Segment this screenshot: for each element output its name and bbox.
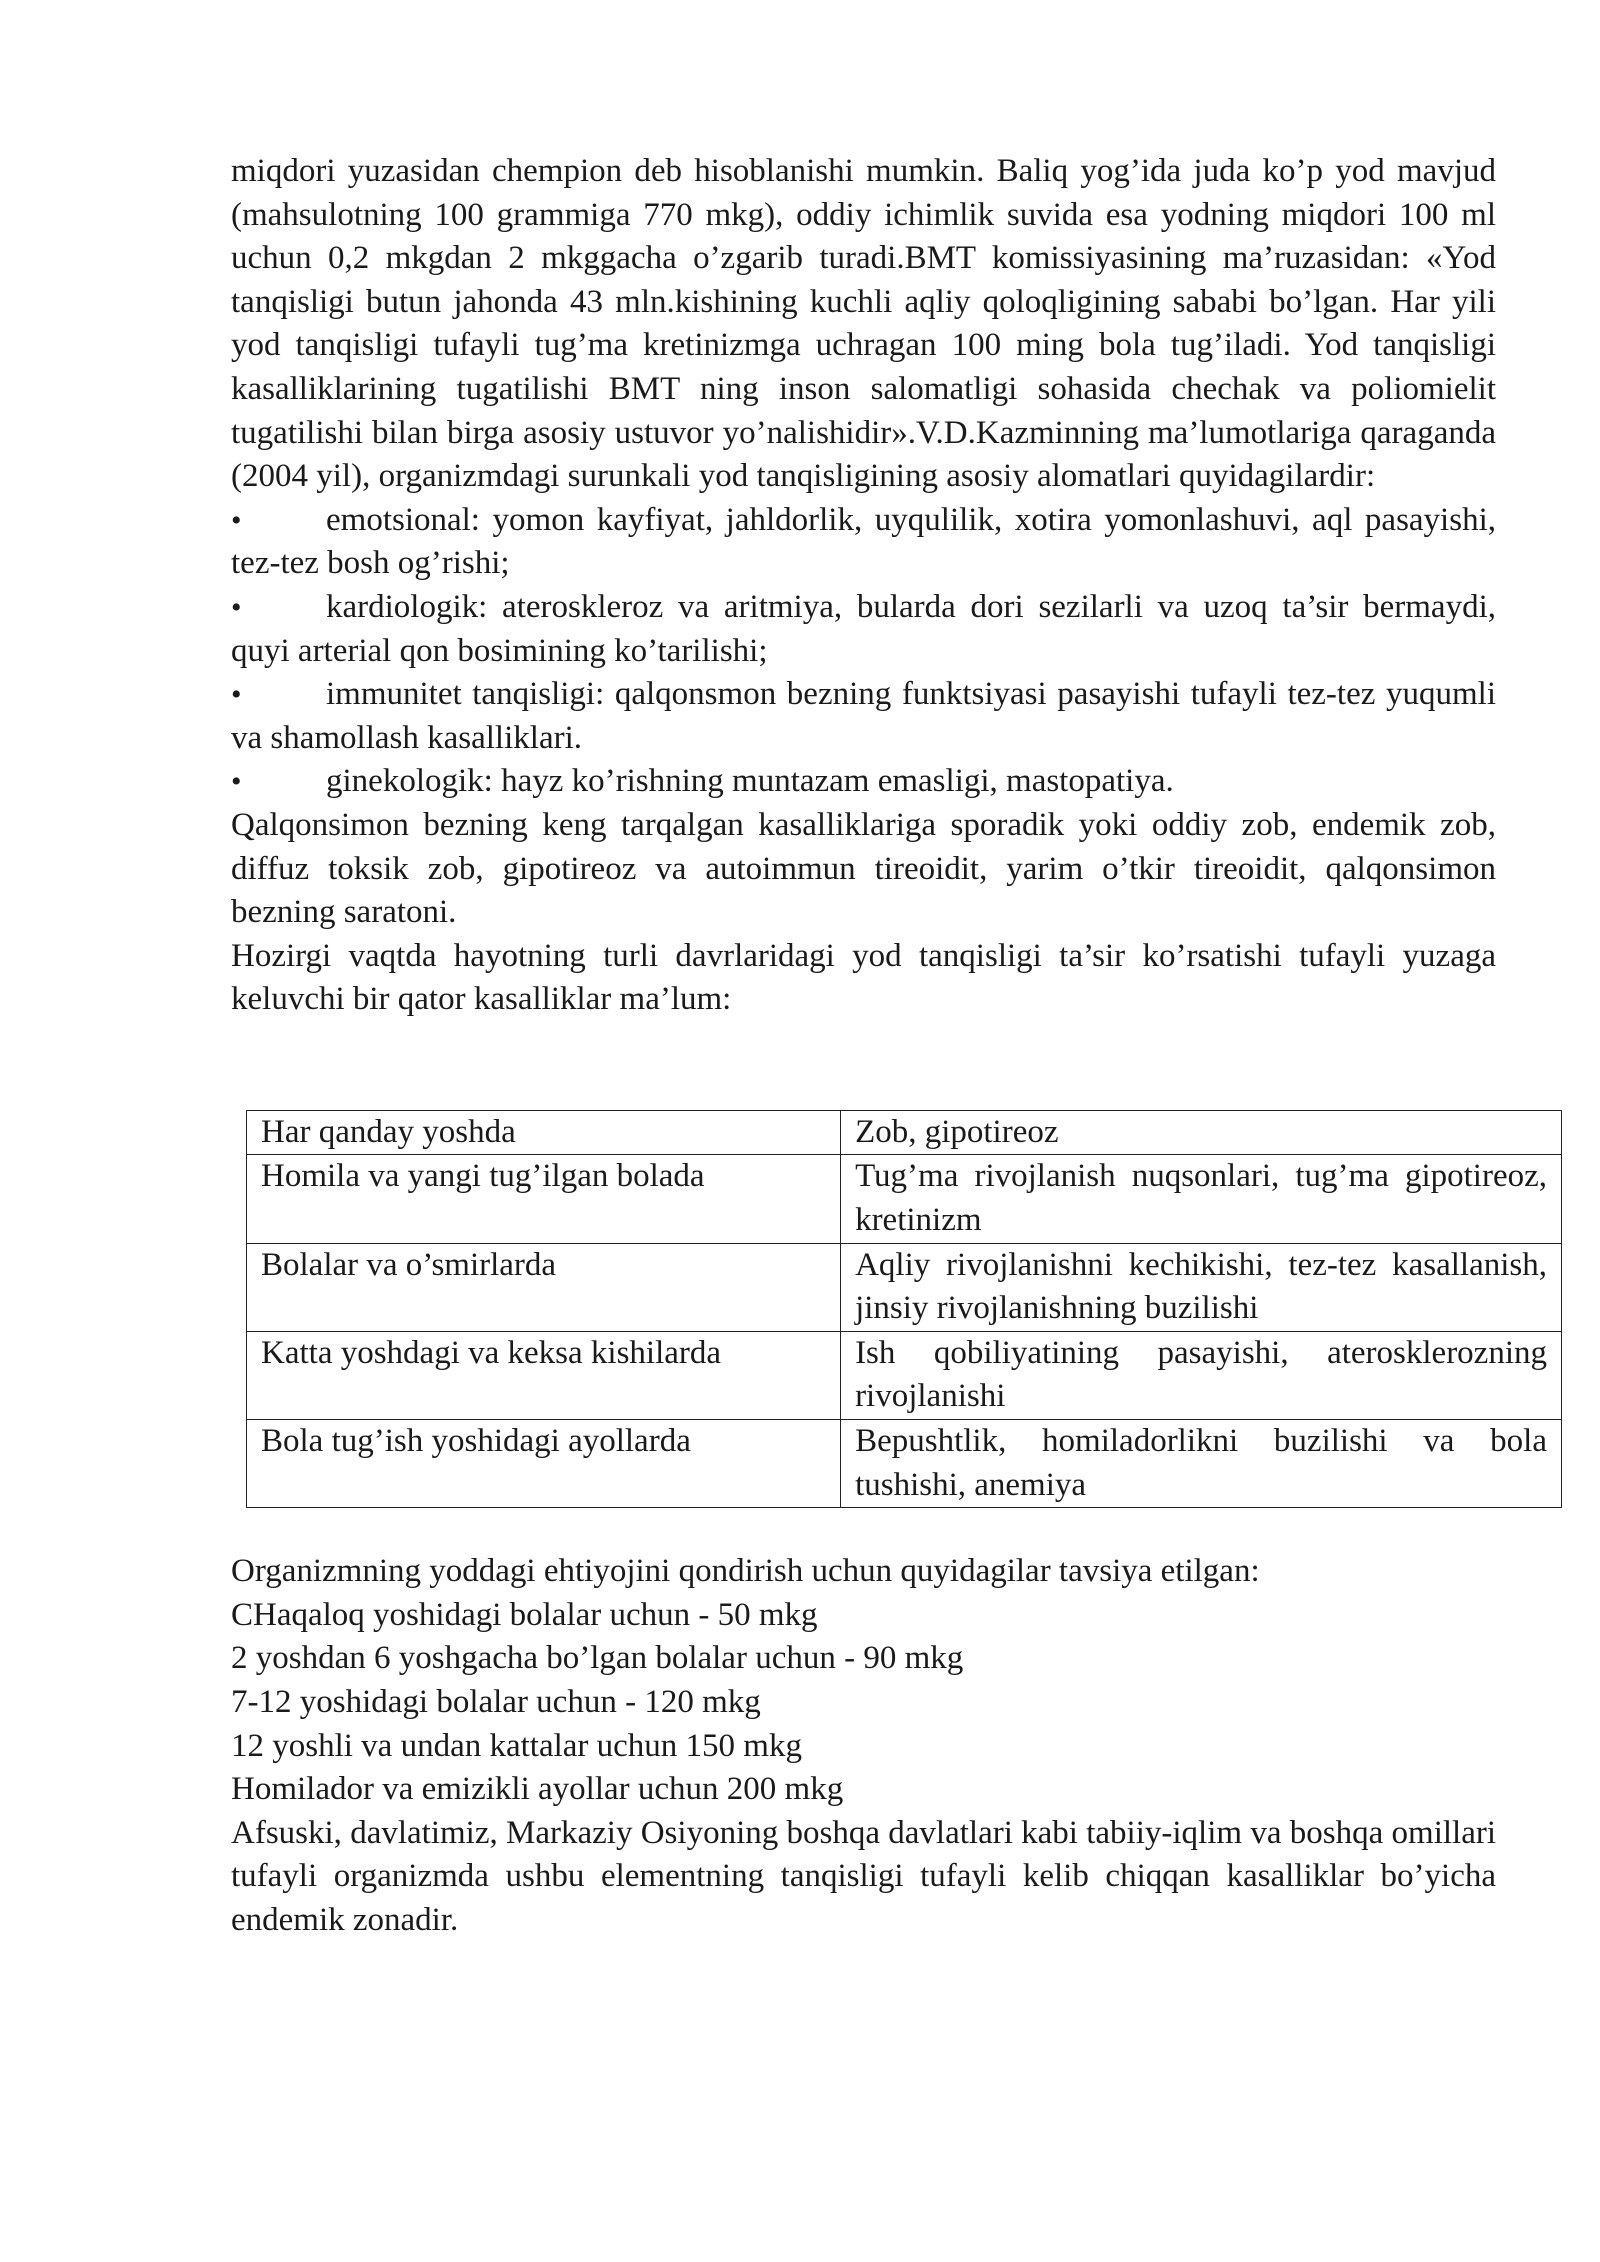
table-cell-age: Har qanday yoshda <box>247 1110 841 1155</box>
intro-paragraph: miqdori yuzasidan chempion deb hisoblanishi mumkin. Baliq yog’ida juda ko’p yod mavjud (mahsulotning 100 grammiga 770 mkg), oddiy ichimlik suvida esa yodning miqdori 100 ml uchun 0,2 mkgdan 2 mkggacha o’zgarib turadi.BMT komissiyasining ma’ruzasidan: «Yod tanqisligi butun jahonda 43 mln.kishining kuchli aqliy qoloqligining sababi bo’lgan. Har yili yod tanqisligi tufayli tug’ma kretinizmga uchragan 100 ming bola tug’iladi. Yod tanqisligi kasalliklarining tugatilishi BMT ning inson salomatligi sohasida chechak va poliomielit tugatilishi bilan birga asosiy ustuvor yo’nalishidir».V.D.Kazminning ma’lumotlariga qaraganda (2004 yil), organizmdagi surunkali yod tanqisligining asosiy alomatlari quyidagilardir: <box>231 153 1496 495</box>
bullet-marker: • <box>231 765 242 799</box>
recommendation-item: 7-12 yoshidagi bolalar uchun - 120 mkg <box>231 1684 761 1720</box>
recommendation-item: CHaqaloq yoshidagi bolalar uchun - 50 mkg <box>231 1596 818 1633</box>
table-cell-effect: Bepushtlik, homiladorlikni buzilishi va bola tushishi, anemiya <box>841 1420 1562 1508</box>
list-item-text: immunitet tanqisligi: qalqonsmon bezning funktsiyasi pasayishi tufayli tez-tez yuqumli va shamollash kasalliklari. <box>231 676 1496 756</box>
table-row <box>247 1420 1562 1508</box>
table-cell-effect: Zob, gipotireoz <box>841 1110 1562 1155</box>
symptom-list <box>231 499 1496 804</box>
table-row <box>247 1110 1562 1155</box>
spacer <box>231 1508 1496 1550</box>
recommendation-item: Homilador va emizikli ayollar uchun 200 mkg <box>231 1771 844 1808</box>
recommendation-item: 2 yoshdan 6 yoshgacha bo’lgan bolalar uchun - 90 mkg <box>231 1640 964 1677</box>
bullet-marker: • <box>231 590 242 624</box>
list-item-text: kardiologik: ateroskleroz va aritmiya, bularda dori sezilarli va uzoq ta’sir bermaydi, quyi arterial qon bosimining ko’tarilishi; <box>231 588 1496 669</box>
table-row <box>247 1331 1562 1419</box>
table-cell-age: Homila va yangi tug’ilgan bolada <box>247 1155 841 1243</box>
table-cell-age: Katta yoshdagi va keksa kishilarda <box>247 1331 841 1419</box>
list-item <box>231 760 1496 804</box>
list-item-text: ginekologik: hayz ko’rishning muntazam emasligi, mastopatiya. <box>326 763 1174 800</box>
conclusion-paragraph: Afsuski, davlatimiz, Markaziy Osiyoning boshqa davlatlari kabi tabiiy-iqlim va boshqa omillari tufayli organizmda ushbu elementning tanqisligi tufayli kelib chiqqan kasalliklar bo’yicha endemik zonadir. <box>231 1814 1496 1938</box>
list-item <box>231 586 1496 673</box>
needs-intro-paragraph: Organizmning yoddagi ehtiyojini qondirish uchun quyidagilar tavsiya etilgan: <box>231 1553 1260 1590</box>
recommendation-item: 12 yoshli va undan kattalar uchun 150 mkg <box>231 1727 802 1764</box>
list-item-text: emotsional: yomon kayfiyat, jahldorlik, uyqulilik, xotira yomonlashuvi, aql pasayishi, tez-tez bosh og’rishi; <box>231 501 1496 582</box>
table-cell-effect: Ish qobiliyatining pasayishi, aterosklerozning rivojlanishi <box>841 1331 1562 1419</box>
bullet-marker: • <box>231 678 242 712</box>
lifetime-paragraph: Hozirgi vaqtda hayotning turli davrlaridagi yod tanqisligi ta’sir ko’rsatishi tufayli yuzaga keluvchi bir qator kasalliklar ma’lum: <box>231 937 1496 1018</box>
list-item <box>231 499 1496 586</box>
table-cell-effect: Aqliy rivojlanishni kechikishi, tez-tez kasallanish, jinsiy rivojlanishning buzilishi <box>841 1243 1562 1331</box>
document-page <box>231 150 1547 1943</box>
spacer <box>231 1022 1496 1110</box>
table-cell-age: Bolalar va o’smirlarda <box>247 1243 841 1331</box>
table-cell-effect: Tug’ma rivojlanish nuqsonlari, tug’ma gipotireoz, kretinizm <box>841 1155 1562 1243</box>
list-item <box>231 673 1496 760</box>
diseases-paragraph: Qalqonsimon bezning keng tarqalgan kasalliklariga sporadik yoki oddiy zob, endemik zob, diffuz toksik zob, gipotireoz va autoimmun tireoidit, yarim o’tkir tireoidit, qalqonsimon bezning saratoni. <box>231 806 1496 931</box>
table-row <box>247 1155 1562 1243</box>
table-cell-age: Bola tug’ish yoshidagi ayollarda <box>247 1420 841 1508</box>
bullet-marker: • <box>231 503 242 537</box>
recommendation-list <box>231 1594 1496 1812</box>
age-effects-table <box>246 1110 1562 1508</box>
table-row <box>247 1243 1562 1331</box>
